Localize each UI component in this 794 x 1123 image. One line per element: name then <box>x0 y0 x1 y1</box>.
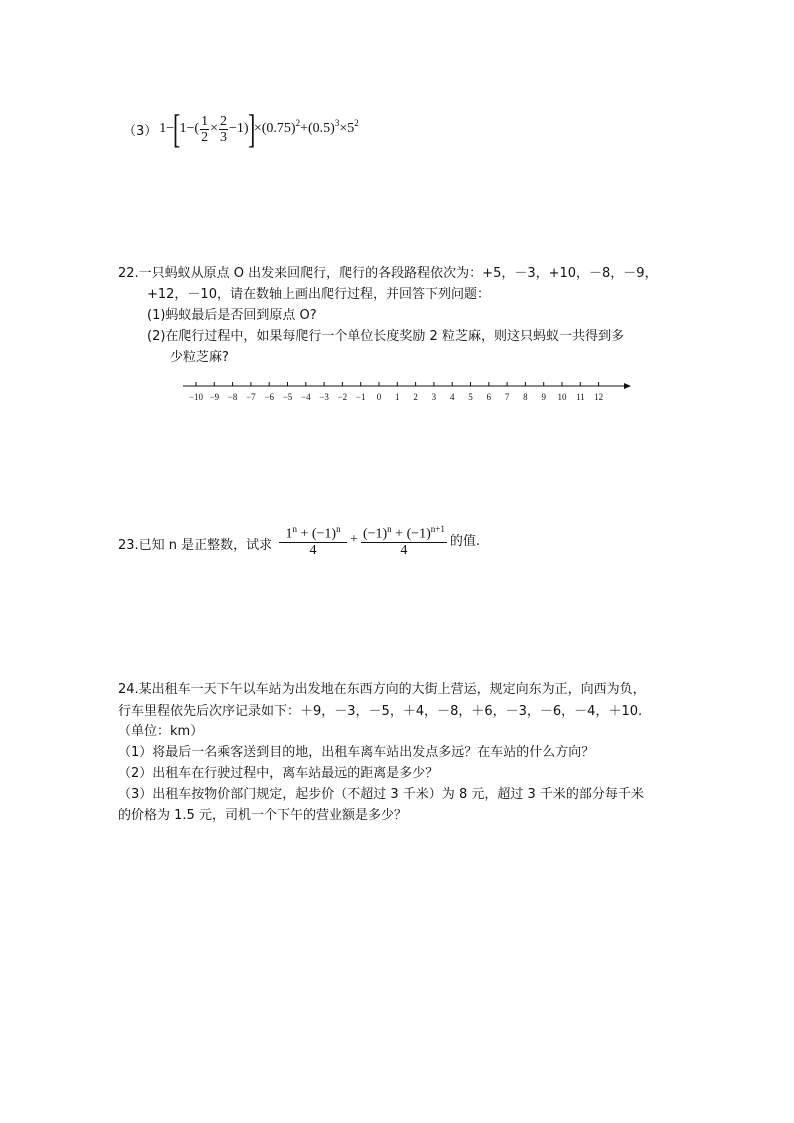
q21-3-frac1-num: 1 <box>201 113 209 129</box>
q22-sub2-line1: (2)在爬行过程中，如果每爬行一个单位长度奖励 2 粒芝麻，则这只蚂蚁一共得到多 <box>147 329 624 344</box>
q24-sub3-line1: （3）出租车按物价部门规定，起步价（不超过 3 千米）为 8 元，超过 3 千米的部分每千米 <box>118 787 644 802</box>
number-line-tick-label: −6 <box>264 392 274 402</box>
number-line-tick-label: −9 <box>209 392 220 402</box>
number-line <box>0 372 794 412</box>
number-line-tick-label: 1 <box>395 392 400 402</box>
q23-f1-exp-b: n <box>336 524 341 534</box>
number-line-tick-label: 10 <box>557 392 567 402</box>
number-line-tick-label: 12 <box>594 392 604 402</box>
number-line-tick-label: −10 <box>188 392 204 402</box>
q21-3-frac1-den: 2 <box>201 129 209 145</box>
q23-frac2-num <box>361 522 447 543</box>
q23-frac1-den: 4 <box>309 542 317 558</box>
number-line-tick-label: 3 <box>431 392 437 402</box>
q23-frac1 <box>279 522 347 558</box>
q24-line2: 行车里程依先后次序记录如下：＋9，－3，－5，＋4，－8，＋6，－3，－6，－4，＋10. <box>118 704 643 719</box>
q24-sub2: （2）出租车在行驶过程中，离车站最远的距离是多少？ <box>118 766 439 781</box>
q21-3-inner-end: −1) <box>228 121 249 136</box>
q21-3-minus: − <box>166 121 175 136</box>
q23-frac2-den: 4 <box>400 542 408 558</box>
q21-3-inner-start: 1−( <box>179 121 200 136</box>
q23-f2-num-a: (−1) <box>362 526 388 542</box>
number-line-tick-label: 6 <box>486 392 492 402</box>
number-line-tick-label: −1 <box>355 392 366 402</box>
number-line-tick-label: −3 <box>319 392 329 402</box>
number-line-arrow <box>624 383 631 389</box>
number-line-tick-label: 4 <box>449 392 455 402</box>
q23-suffix: 的值. <box>449 534 481 550</box>
q22-sub2-line2: 少粒芝麻? <box>170 350 229 365</box>
q23-f1-exp-a: n <box>292 524 297 534</box>
number-line-tick-label: −8 <box>227 392 238 402</box>
q22-sub1: (1)蚂蚁最后是否回到原点 O? <box>147 308 317 323</box>
q21-3-one: 1 <box>159 121 167 136</box>
number-line-tick-label: 8 <box>523 392 528 402</box>
number-line-tick-label: −5 <box>282 392 293 402</box>
number-line-tick-label: −2 <box>337 392 348 402</box>
q21-3-times5: ×5 <box>339 121 355 136</box>
q24-sub1: （1）将最后一名乘客送到目的地，出租车离车站出发点多远？在车站的什么方向？ <box>118 745 595 760</box>
number-line-tick-label: −4 <box>301 392 311 402</box>
q21-3-frac2-den: 3 <box>219 129 227 145</box>
q21-3-plus: +(0.5) <box>300 121 335 136</box>
q21-3-close-bracket: ] <box>247 106 255 151</box>
q23-frac2 <box>361 522 447 558</box>
q21-3-rest: ×(0.75) <box>253 121 296 136</box>
q23-f2-exp-a: n <box>387 524 392 534</box>
q23-f2-num-b: + (−1) <box>391 526 431 542</box>
q23-f2-exp-b: n+1 <box>430 524 445 534</box>
q21-3-label: （3） <box>123 123 158 139</box>
number-line-tick-label: 0 <box>376 392 382 402</box>
q21-3-frac2 <box>219 114 228 145</box>
q23-f1-num-a: 1 <box>285 526 293 542</box>
number-line-tick-label: −7 <box>246 392 256 402</box>
q21-3-expression <box>123 107 359 151</box>
q21-3-times: × <box>210 121 218 136</box>
q22-line1: 22.一只蚂蚁从原点 O 出发来回爬行，爬行的各段路程依次为：+5，－3，+10，－8，－9， <box>118 266 658 281</box>
q23-expression <box>278 522 480 558</box>
q22-line2: +12，－10，请在数轴上画出爬行过程，并回答下列问题： <box>147 287 490 302</box>
q21-3-frac1 <box>200 114 209 145</box>
q23-f1-num-b: + (−1) <box>296 526 337 542</box>
number-line-tick-label: 7 <box>504 392 510 402</box>
number-line-tick-label: 11 <box>575 392 585 402</box>
q24-line3: （单位：km） <box>118 724 204 739</box>
q21-3-frac2-num: 2 <box>219 113 227 129</box>
q23-prefix: 23.已知 n 是正整数，试求 <box>118 538 273 553</box>
q21-3-open-bracket: [ <box>173 106 181 151</box>
number-line-tick-label: 2 <box>413 392 418 402</box>
q21-3-exp1: 2 <box>295 118 301 128</box>
q24-sub3-line2: 的价格为 1.5 元，司机一个下午的营业额是多少？ <box>118 808 407 823</box>
number-line-tick-label: 5 <box>468 392 473 402</box>
q23-plus: + <box>350 531 358 547</box>
number-line-tick-label: 9 <box>541 392 546 402</box>
q23-frac1-num <box>279 522 347 543</box>
q21-3-exp2: 3 <box>334 118 340 128</box>
q21-3-exp3: 2 <box>354 118 359 128</box>
q24-line1: 24.某出租车一天下午以车站为出发地在东西方向的大街上营运，规定向东为正，向西为负， <box>118 682 646 697</box>
